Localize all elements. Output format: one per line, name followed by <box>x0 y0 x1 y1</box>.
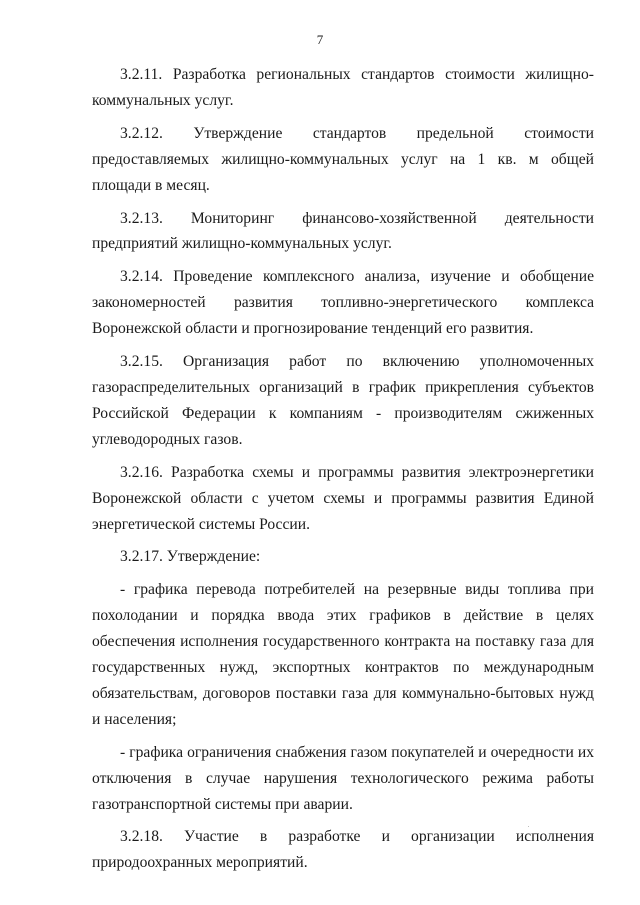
paragraph-3-2-15: 3.2.15. Организация работ по включению уполномоченных газораспределительных организаций в график прикрепления субъектов Российской Федерации к компаниям - производителям сжиженных углеводородных газов. <box>92 353 594 448</box>
list-item-fuel-switch-schedule: - графика перевода потребителей на резервные виды топлива при похолодании и порядка ввода этих графиков в действие в целях обеспечения исполнения государственного контракта на поставку газа для государственных нужд, экспортных контрактов по международным обязательствам, договоров поставки газа для коммунально-бытовых нужд и населения; <box>92 581 594 728</box>
paragraph-3-2-16: 3.2.16. Разработка схемы и программы развития электроэнергетики Воронежской области с учетом схемы и программы развития Единой энергетической системы России. <box>92 463 594 533</box>
page-number: 7 <box>316 32 324 47</box>
paragraph-3-2-13: 3.2.13. Мониторинг финансово-хозяйственной деятельности предприятий жилищно-коммунальных услуг. <box>92 209 594 253</box>
list-item-gas-restriction-schedule: - графика ограничения снабжения газом покупателей и очередности их отключения в случае нарушения технологического режима работы газотранспортной системы при аварии. <box>92 743 594 813</box>
paragraph-3-2-17: 3.2.17. Утверждение: <box>120 548 261 566</box>
paragraph-3-2-18: 3.2.18. Участие в разработке и организации исполнения природоохранных мероприятий. <box>92 828 594 872</box>
scan-speck <box>528 826 529 827</box>
paragraph-3-2-14: 3.2.14. Проведение комплексного анализа, изучение и обобщение закономерностей развития топливно-энергетического комплекса Воронежской области и прогнозирование тенденций его развития. <box>92 268 594 338</box>
paragraph-3-2-12: 3.2.12. Утверждение стандартов предельной стоимости предоставляемых жилищно-коммунальных услуг на 1 кв. м общей площади в месяц. <box>92 124 594 194</box>
document-body <box>92 62 594 883</box>
paragraph-3-2-11: 3.2.11. Разработка региональных стандартов стоимости жилищно-коммунальных услуг. <box>92 66 594 109</box>
